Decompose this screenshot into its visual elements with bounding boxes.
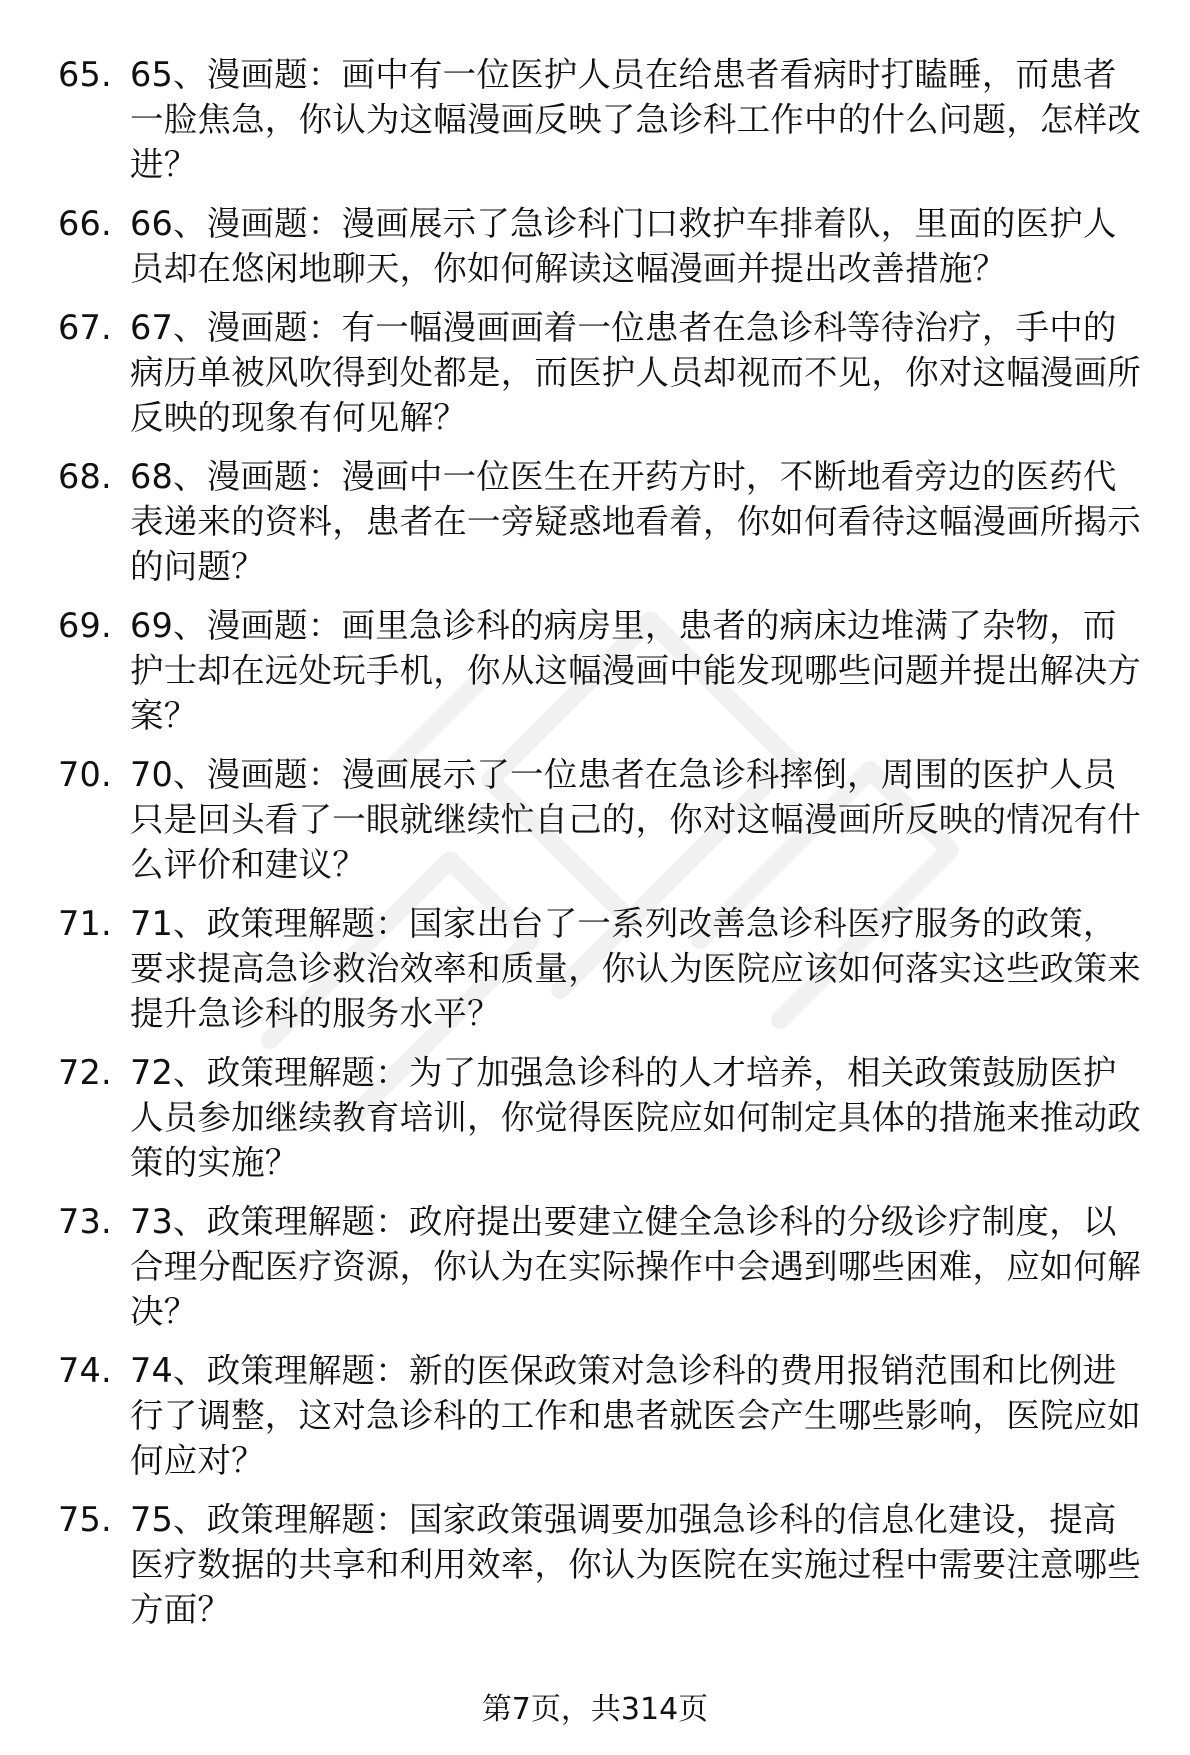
page-footer [0,1690,1190,1730]
question-item-71 [58,901,1148,1036]
question-text: 68、漫画题：漫画中一位医生在开药方时，不断地看旁边的医药代表递来的资料，患者在一旁疑惑地看着，你如何看待这幅漫画所揭示的问题？ [130,457,1141,586]
question-number: 75. [58,1500,112,1539]
question-text: 70、漫画题：漫画展示了一位患者在急诊科摔倒，周围的医护人员只是回头看了一眼就继续忙自己的，你对这幅漫画所反映的情况有什么评价和建议？ [130,755,1141,884]
question-list [58,52,1148,1646]
question-number: 70. [58,755,112,794]
question-item-73 [58,1199,1148,1334]
question-number: 71. [58,904,112,943]
question-item-70 [58,752,1148,887]
question-text: 74、政策理解题：新的医保政策对急诊科的费用报销范围和比例进行了调整，这对急诊科的工作和患者就医会产生哪些影响，医院应如何应对？ [130,1351,1141,1480]
question-item-74 [58,1348,1148,1483]
question-number: 66. [58,204,112,243]
page-number-label: 第7页，共314页 [481,1692,709,1727]
question-text: 65、漫画题：画中有一位医护人员在给患者看病时打瞌睡，而患者一脸焦急，你认为这幅漫画反映了急诊科工作中的什么问题，怎样改进？ [130,55,1141,184]
question-number: 68. [58,457,112,496]
question-text: 72、政策理解题：为了加强急诊科的人才培养，相关政策鼓励医护人员参加继续教育培训，你觉得医院应如何制定具体的措施来推动政策的实施？ [130,1053,1141,1182]
question-number: 65. [58,55,112,94]
question-number: 74. [58,1351,112,1390]
question-number: 67. [58,308,112,347]
question-text: 71、政策理解题：国家出台了一系列改善急诊科医疗服务的政策，要求提高急诊救治效率和质量，你认为医院应该如何落实这些政策来提升急诊科的服务水平？ [130,904,1141,1033]
question-text: 73、政策理解题：政府提出要建立健全急诊科的分级诊疗制度，以合理分配医疗资源，你认为在实际操作中会遇到哪些困难，应如何解决？ [130,1202,1141,1331]
question-text: 75、政策理解题：国家政策强调要加强急诊科的信息化建设，提高医疗数据的共享和利用效率，你认为医院在实施过程中需要注意哪些方面？ [130,1500,1141,1629]
question-item-66 [58,201,1148,291]
question-text: 69、漫画题：画里急诊科的病房里，患者的病床边堆满了杂物，而护士却在远处玩手机，你从这幅漫画中能发现哪些问题并提出解决方案？ [130,606,1141,735]
question-number: 73. [58,1202,112,1241]
question-item-67 [58,305,1148,440]
question-item-69 [58,603,1148,738]
question-item-65 [58,52,1148,187]
question-number: 69. [58,606,112,645]
question-text: 67、漫画题：有一幅漫画画着一位患者在急诊科等待治疗，手中的病历单被风吹得到处都是，而医护人员却视而不见，你对这幅漫画所反映的现象有何见解？ [130,308,1141,437]
question-number: 72. [58,1053,112,1092]
question-item-72 [58,1050,1148,1185]
question-text: 66、漫画题：漫画展示了急诊科门口救护车排着队，里面的医护人员却在悠闲地聊天，你如何解读这幅漫画并提出改善措施？ [130,204,1117,288]
question-item-68 [58,454,1148,589]
question-item-75 [58,1497,1148,1632]
